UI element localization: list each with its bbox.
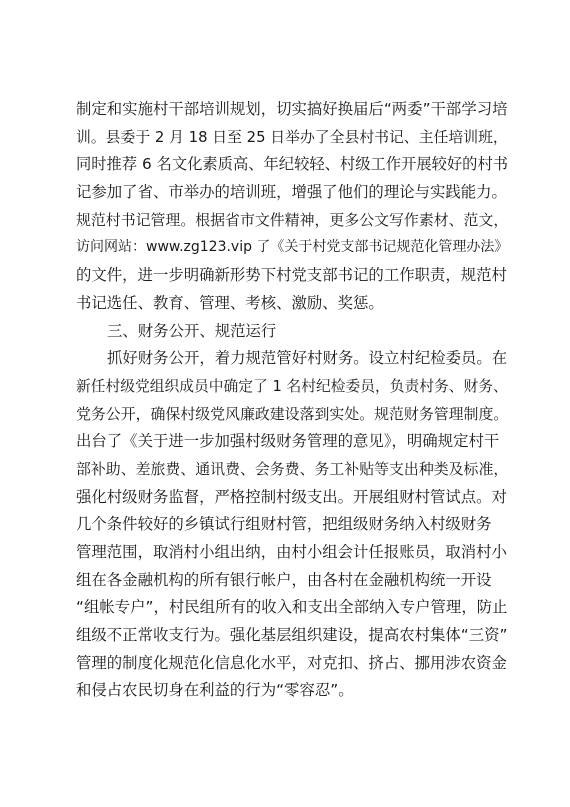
text-line: 新任村级党组织成员中确定了 1 名村纪检委员，负责村务、财务、 — [76, 377, 508, 395]
text-line: 管理范围，取消村小组出纳，由村小组会计任报账员，取消村小 — [76, 543, 507, 561]
text-line: 记参加了省、市举办的培训班，增强了他们的理论与实践能力。 — [76, 183, 507, 202]
text-line: 部补助、差旅费、通讯费、会务费、务工补贴等支出种类及标准， — [76, 459, 509, 478]
text-line: 访问网站：www.zg123.vip 了《关于村党支部书记规范化管理办法》 — [76, 239, 509, 256]
text-line: 制定和实施村干部培训规划，切实搞好换届后“两委”干部学习培 — [76, 100, 508, 118]
text-line: 组在各金融机构的所有银行帐户，由各村在金融机构统一开设 — [76, 570, 492, 589]
text-line: 管理的制度化规范化信息化水平，对克扣、挤占、挪用涉农资金 — [76, 653, 507, 672]
document-body — [76, 97, 509, 706]
section-heading: 三、财务公开、规范运行 — [107, 321, 277, 340]
text-line: 训。县委于 2 月 18 日至 25 日举办了全县村书记、主任培训班， — [76, 127, 508, 146]
text-line: 几个条件较好的乡镇试行组财村管，把组级财务纳入村级财务 — [76, 515, 492, 534]
paragraph-first-line: 抓好财务公开，着力规范管好村财务。设立村纪检委员。在 — [107, 349, 508, 368]
text-line: 书记选任、教育、管理、考核、激励、奖惩。 — [76, 293, 384, 312]
text-line: 同时推荐 6 名文化素质高、年纪较轻、村级工作开展较好的村书 — [76, 155, 509, 174]
text-line: “组帐专户”，村民组所有的收入和支出全部纳入专户管理，防止 — [76, 598, 508, 617]
text-line: 党务公开，确保村级党风廉政建设落到实处。规范财务管理制度。 — [76, 404, 509, 423]
text-line: 强化村级财务监督，严格控制村级支出。开展组财村管试点。对 — [76, 487, 507, 506]
text-line: 出台了《关于进一步加强村级财务管理的意见》，明确规定村干 — [76, 432, 500, 451]
text-line: 的文件，进一步明确新形势下村党支部书记的工作职责，规范村 — [76, 266, 507, 285]
text-line: 组级不正常收支行为。强化基层组织建设，提高农村集体“三资” — [76, 626, 508, 645]
text-line: 和侵占农民切身在利益的行为“零容忍”。 — [76, 681, 354, 700]
text-line: 规范村书记管理。根据省市文件精神，更多公文写作素材、范文， — [76, 210, 509, 229]
